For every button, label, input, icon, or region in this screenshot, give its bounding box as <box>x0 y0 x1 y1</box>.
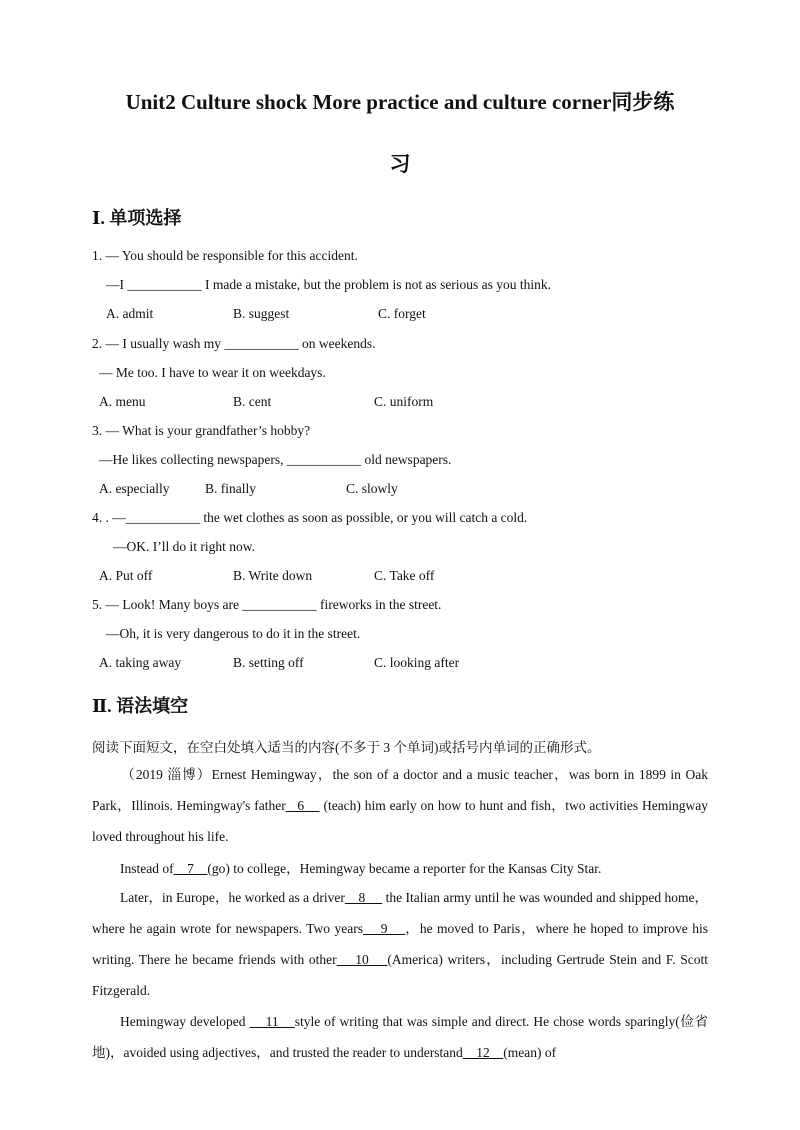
document-title-line-2: 习 <box>389 152 411 176</box>
blank-10: 10 <box>336 952 388 967</box>
question-1-response: —I ___________ I made a mistake, but the problem is not as serious as you think. <box>106 277 552 292</box>
question-2-option-a: A. menu <box>99 394 146 409</box>
question-1-option-a: A. admit <box>106 306 154 321</box>
passage-text: (go) to college，Hemingway became a reporter for the Kansas City Star. <box>207 861 602 876</box>
question-5-option-b: B. setting off <box>233 655 304 670</box>
passage-text: style of writing that was simple and direct. He chose words sparingly(俭省地)，avoided using adjectives，and trusted the reader to understand <box>92 1014 709 1060</box>
question-5-option-a: A. taking away <box>99 655 182 670</box>
blank-7: 7 <box>173 861 208 876</box>
question-2-response: — Me too. I have to wear it on weekdays. <box>99 365 326 380</box>
question-4-response: —OK. I’ll do it right now. <box>113 539 255 554</box>
question-5-prompt: 5. — Look! Many boys are ___________ fireworks in the street. <box>92 597 442 612</box>
question-3-response: —He likes collecting newspapers, ___________ old newspapers. <box>99 452 452 467</box>
question-1-prompt: 1. — You should be responsible for this accident. <box>92 248 358 263</box>
blank-11: 11 <box>249 1014 295 1029</box>
question-2-prompt: 2. — I usually wash my ___________ on weekends. <box>92 336 376 351</box>
section-heading-grammar-fill: Ⅱ. 语法填空 <box>92 696 189 716</box>
question-4-option-b: B. Write down <box>233 568 313 583</box>
question-2-option-c: C. uniform <box>374 394 434 409</box>
passage-text: (mean) of <box>503 1045 557 1060</box>
blank-8: 8 <box>344 890 383 905</box>
passage-paragraph-4 <box>92 1006 708 1068</box>
passage-text: (teach) him early on how to hunt and fish，two activities Hemingway loved throughout his life. <box>92 798 709 844</box>
question-3-prompt: 3. — What is your grandfather’s hobby? <box>92 423 311 438</box>
blank-12: 12 <box>462 1045 504 1060</box>
passage-text: Hemingway developed <box>120 1014 250 1029</box>
question-4-option-a: A. Put off <box>99 568 153 583</box>
passage-paragraph-2 <box>92 853 708 884</box>
passage-text: ，he moved to Paris，where he hoped to improve his writing. There he became friends with other <box>92 921 708 967</box>
question-4-option-c: C. Take off <box>374 568 435 583</box>
question-4-prompt: 4. . —___________ the wet clothes as soon as possible, or you will catch a cold. <box>92 510 528 525</box>
question-3-option-a: A. especially <box>99 481 170 496</box>
document-title-line-1: Unit2 Culture shock More practice and culture corner同步练 <box>125 90 675 114</box>
blank-9: 9 <box>362 921 406 936</box>
passage-text: the Italian army until he was wounded and shipped home，where he again wrote for newspapers. Two years <box>92 890 708 936</box>
question-5-response: —Oh, it is very dangerous to do it in the street. <box>106 626 361 641</box>
question-3-option-c: C. slowly <box>346 481 398 496</box>
passage-text: Instead of <box>120 861 174 876</box>
question-3-option-b: B. finally <box>205 481 256 496</box>
question-1-option-b: B. suggest <box>233 306 290 321</box>
question-5-option-c: C. looking after <box>374 655 460 670</box>
grammar-instructions: 阅读下面短文，在空白处填入适当的内容(不多于 3 个单词)或括号内单词的正确形式。 <box>92 740 601 755</box>
question-2-option-b: B. cent <box>233 394 272 409</box>
passage-paragraph-1 <box>92 759 708 852</box>
passage-text: (America) writers，including Gertrude Stein and F. Scott Fitzgerald. <box>92 952 709 998</box>
question-1-option-c: C. forget <box>378 306 426 321</box>
section-heading-multiple-choice: Ⅰ. 单项选择 <box>92 208 182 228</box>
passage-text: （2019 淄博）Ernest Hemingway，the son of a doctor and a music teacher，was born in 1899 in Oak Park，Illinois. Hemingway's father <box>92 767 708 813</box>
passage-text: Later，in Europe，he worked as a driver <box>120 890 345 905</box>
blank-6: 6 <box>285 798 320 813</box>
passage-paragraph-3 <box>92 882 708 1006</box>
